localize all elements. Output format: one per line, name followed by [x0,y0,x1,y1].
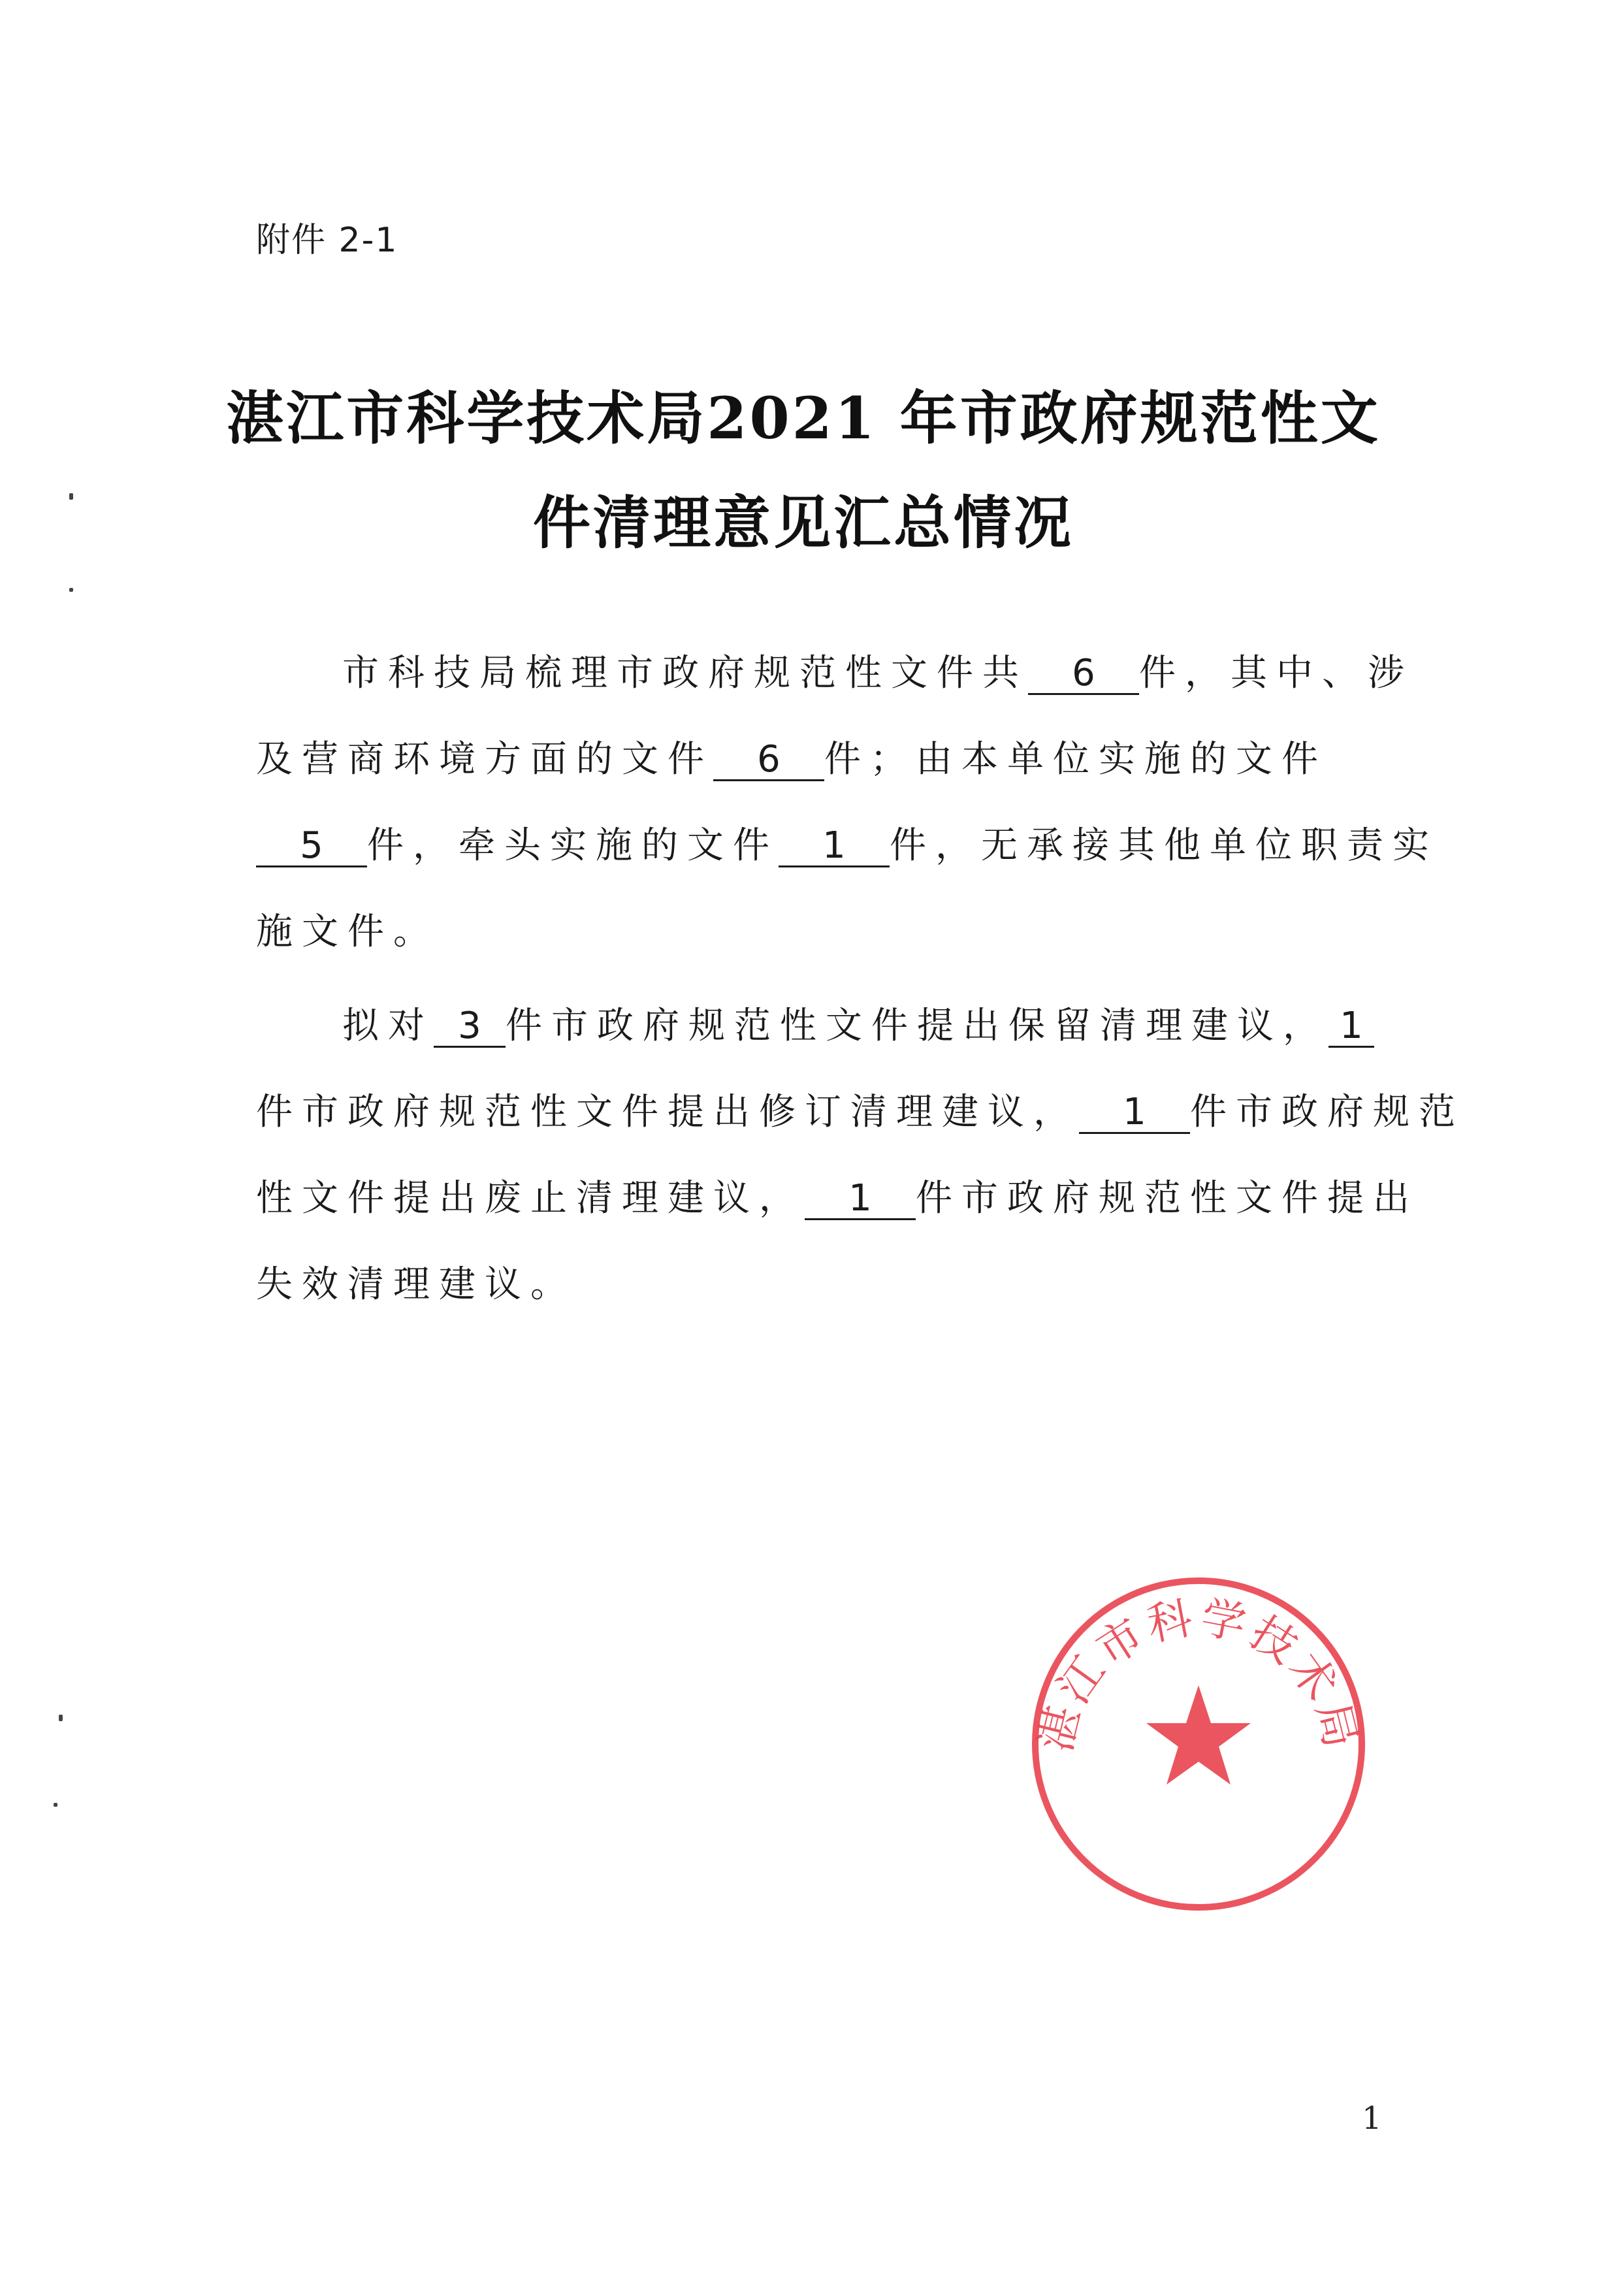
text-segment: 件市政府规范性文件提出保留清理建议， [506,1005,1328,1047]
scan-speck [59,1715,63,1721]
paragraph-line [256,889,1379,975]
paragraph-line [256,983,1379,1069]
title-line-2: 件清理意见汇总情况 [532,489,1074,557]
retain-count-field: 3 [434,1007,506,1048]
self-impl-count-field: 5 [256,826,367,867]
text-segment: 件市政府规范 [1190,1091,1464,1133]
document-title [216,366,1391,575]
scan-speck [69,588,73,592]
paragraph-line [256,1069,1464,1156]
paragraph-line [256,1156,1419,1242]
paragraph-line [256,803,1438,889]
paragraph-suggestions [256,983,1464,1328]
paragraph-summary [256,630,1438,975]
seal-text: 湛江市科学技术局 [1029,1591,1368,1757]
lead-impl-count-field: 1 [779,826,890,867]
paragraph-line [256,717,1379,803]
business-env-count-field: 6 [713,740,824,781]
text-segment: 件，牵头实施的文件 [367,824,779,867]
scan-speck [69,493,73,500]
page-number: 1 [1362,2100,1382,2137]
paragraph-line [256,1242,1379,1328]
text-segment: 性文件提出废止清理建议， [256,1177,805,1220]
text-segment: 失效清理建议。 [256,1263,576,1306]
abolish-count-field: 1 [1079,1093,1190,1134]
text-segment: 件，其中、涉 [1139,652,1413,694]
official-seal [1022,1568,1375,1920]
attachment-label: 附件 2-1 [256,221,398,260]
paragraph-line [256,630,1413,717]
text-segment: 及营商环境方面的文件 [256,738,713,781]
text-segment: 施文件。 [256,911,439,953]
text-segment: 拟对 [342,1005,434,1047]
text-segment: 市科技局梳理市政府规范性文件共 [342,652,1028,694]
total-count-field: 6 [1028,654,1139,695]
title-line-1: 湛江市科学技术局2021 年市政府规范性文 [226,384,1381,452]
text-segment: 件市政府规范性文件提出 [916,1177,1419,1220]
invalid-count-field: 1 [805,1179,916,1220]
text-segment: 件；由本单位实施的文件 [824,738,1327,781]
revise-count-field: 1 [1328,1007,1374,1048]
text-segment: 件市政府规范性文件提出修订清理建议， [256,1091,1079,1133]
star-icon [1146,1685,1251,1785]
scan-speck [54,1803,57,1807]
text-segment: 件，无承接其他单位职责实 [890,824,1438,867]
